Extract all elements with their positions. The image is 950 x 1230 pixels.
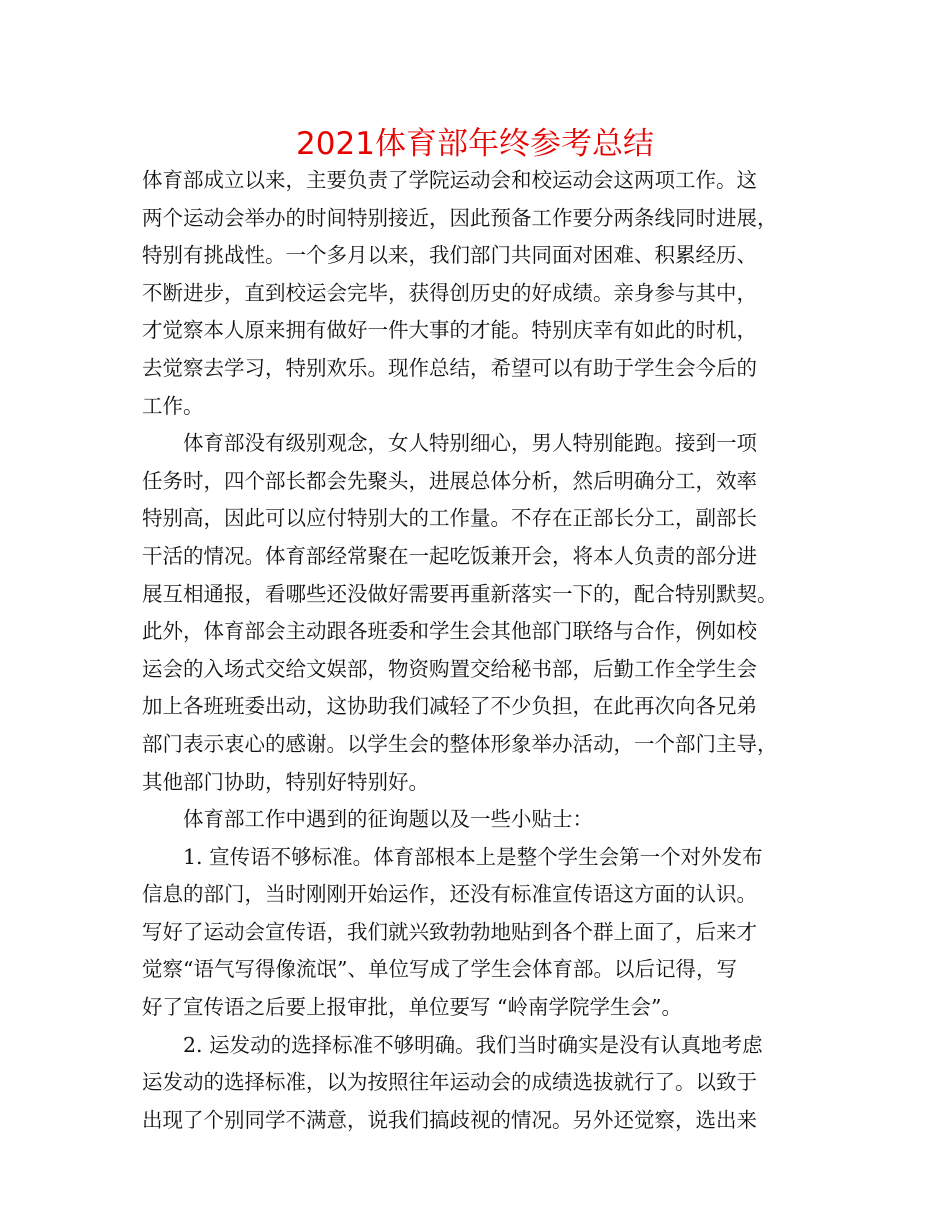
text-line: 好了宣传语之后要上报审批，单位要写 “岭南学院学生会”。 <box>142 995 682 1020</box>
text-line: 干活的情况。体育部经常聚在一起吃饭兼开会，将本人负责的部分进 <box>142 543 757 568</box>
text-line: 特别高，因此可以应付特别大的工作量。不存在正部长分工，副部长 <box>142 506 757 531</box>
text-line: 展互相通报，看哪些还没做好需要再重新落实一下的，配合特别默契。 <box>142 581 778 606</box>
text-line: 此外，体育部会主动跟各班委和学生会其他部门联络与合作，例如校 <box>142 619 757 644</box>
text-line: 出现了个别同学不满意，说我们搞歧视的情况。另外还觉察，选出来 <box>142 1107 757 1132</box>
text-line: 体育部成立以来，主要负责了学院运动会和校运动会这两项工作。这 <box>142 168 757 192</box>
text-line: 运发动的选择标准，以为按照往年运动会的成绩选拔就行了。以致于 <box>142 1070 757 1095</box>
text-line: 加上各班班委出动，这协助我们减轻了不少负担，在此再次向各兄弟 <box>142 694 757 719</box>
text-line: 体育部工作中遇到的征询题以及一些小贴士： <box>183 807 593 832</box>
text-line: 其他部门协助，特别好特别好。 <box>142 769 429 794</box>
text-line: 特别有挑战性。一个多月以来，我们部门共同面对困难、积累经历、 <box>142 243 757 268</box>
text-line: 不断进步，直到校运会完毕，获得创历史的好成绩。亲身参与其中， <box>142 280 757 305</box>
text-line: 2. 运发动的选择标准不够明确。我们当时确实是没有认真地考虑 <box>183 1032 763 1057</box>
text-line: 体育部没有级别观念，女人特别细心，男人特别能跑。接到一项 <box>183 431 757 456</box>
text-line: 信息的部门，当时刚刚开始运作，还没有标准宣传语这方面的认识。 <box>142 882 757 907</box>
text-line: 写好了运动会宣传语，我们就兴致勃勃地贴到各个群上面了，后来才 <box>142 919 757 944</box>
text-line: 两个运动会举办的时间特别接近，因此预备工作要分两条线同时进展， <box>142 205 778 230</box>
document-body <box>142 162 822 1139</box>
text-line: 去觉察去学习，特别欢乐。现作总结，希望可以有助于学生会今后的 <box>142 355 757 380</box>
text-line: 任务时，四个部长都会先聚头，进展总体分析，然后明确分工，效率 <box>142 468 757 493</box>
text-line: 部门表示衷心的感谢。以学生会的整体形象举办活动，一个部门主导， <box>142 731 778 756</box>
document-title: 2021体育部年终参考总结 <box>296 126 654 162</box>
text-line: 工作。 <box>142 393 204 418</box>
text-line: 1. 宣传语不够标准。体育部根本上是整个学生会第一个对外发布 <box>183 844 763 869</box>
text-line: 才觉察本人原来拥有做好一件大事的才能。特别庆幸有如此的时机， <box>142 318 757 343</box>
text-line: 觉察“语气写得像流氓”、单位写成了学生会体育部。以后记得，写 <box>142 957 737 982</box>
text-line: 运会的入场式交给文娱部，物资购置交给秘书部，后勤工作全学生会 <box>142 656 757 681</box>
